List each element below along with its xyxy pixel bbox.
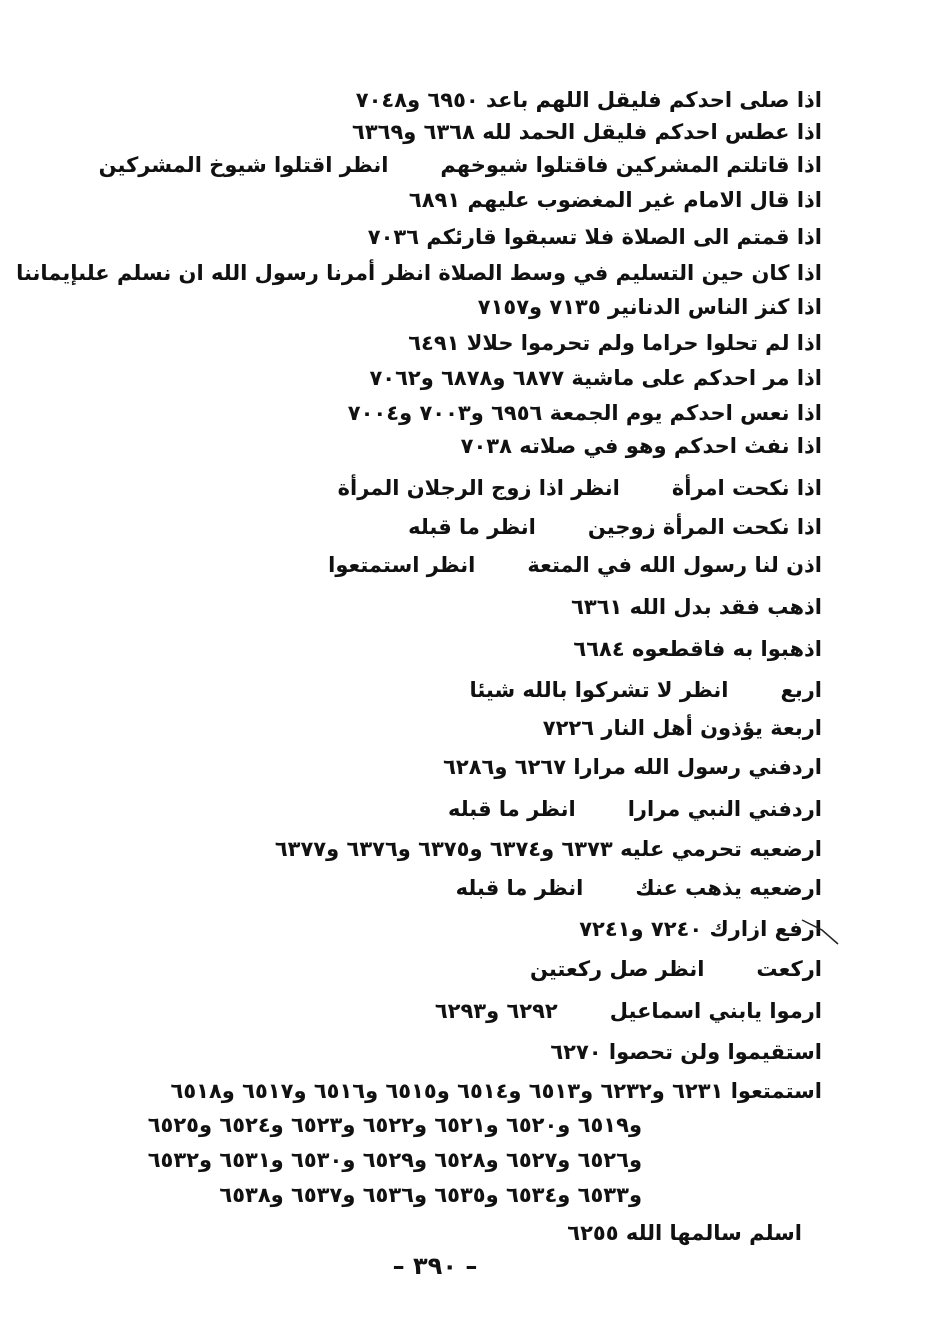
index-entry: اذا صلى احدكم فليقل اللهم باعد ٦٩٥٠ و٧٠٤٨ — [355, 88, 822, 112]
index-entry-continuation: و٦٥٣٣ و٦٥٣٤ و٦٥٣٥ و٦٥٣٦ و٦٥٣٧ و٦٥٣٨ — [219, 1183, 642, 1207]
entry-reference: ٦٢٩٢ و٦٢٩٣ — [434, 999, 558, 1023]
handwritten-mark — [800, 916, 840, 946]
index-entry: اذهب فقد بدل الله ٦٣٦١ — [571, 595, 822, 619]
index-entry: استمتعوا ٦٢٣١ و٦٢٣٢ و٦٥١٣ و٦٥١٤ و٦٥١٥ و٦٥١٦ و٦٥١٧ و٦٥١٨ — [170, 1079, 822, 1103]
entry-reference: انظر صل ركعتين — [529, 957, 705, 981]
entry-heading: اذا قاتلتم المشركين فاقتلوا شيوخهم — [440, 153, 822, 177]
entry-heading: اربع — [780, 678, 822, 702]
entry-reference: انظر استمتعوا — [328, 553, 476, 577]
index-entry — [338, 474, 822, 502]
entry-heading: ارموا يابني اسماعيل — [609, 999, 822, 1023]
entry-heading: ارضعيه يذهب عنك — [635, 876, 822, 900]
entry-reference: انظر ما قبله — [408, 515, 536, 539]
index-entry: اذا عطس احدكم فليقل الحمد لله ٦٣٦٨ و٦٣٦٩ — [352, 120, 822, 144]
index-entry: اردفني رسول الله مرارا ٦٢٦٧ و٦٢٨٦ — [443, 755, 822, 779]
index-entry: اذا قال الامام غير المغضوب عليهم ٦٨٩١ — [408, 188, 822, 212]
entry-reference: انظر اقتلوا شيوخ المشركين — [98, 153, 389, 177]
index-entry: استقيموا ولن تحصوا ٦٢٧٠ — [550, 1040, 822, 1064]
index-entry: ارضعيه تحرمي عليه ٦٣٧٣ و٦٣٧٤ و٦٣٧٥ و٦٣٧٦ و٦٣٧٧ — [274, 837, 822, 861]
entry-heading: اركعت — [756, 957, 822, 981]
index-entry-continuation: و٦٥٢٦ و٦٥٢٧ و٦٥٢٨ و٦٥٢٩ و٦٥٣٠ و٦٥٣١ و٦٥٣٢ — [147, 1148, 642, 1172]
index-entry: ارفع ازارك ٧٢٤٠ و٧٢٤١ — [579, 917, 822, 941]
entry-heading: اذن لنا رسول الله في المتعة — [527, 553, 822, 577]
index-entry-continuation: و٦٥١٩ و٦٥٢٠ و٦٥٢١ و٦٥٢٢ و٦٥٢٣ و٦٥٢٤ و٦٥٢٥ — [147, 1113, 642, 1137]
index-entry: اذهبوا به فاقطعوه ٦٦٨٤ — [573, 637, 822, 661]
entry-reference: انظر اذا زوج الرجلان المرأة — [337, 476, 620, 500]
index-entry — [448, 795, 822, 823]
index-entry: اسلم سالمها الله ٦٢٥٥ — [567, 1221, 802, 1245]
entry-reference: انظر لا تشركوا بالله شيئا — [469, 678, 729, 702]
index-entry — [99, 151, 822, 179]
index-entry — [469, 676, 822, 704]
index-entry: اذا كان حين التسليم في وسط الصلاة انظر أمرنا رسول الله ان نسلم علىإيماننا — [16, 261, 822, 285]
entry-heading: اذا نكحت المرأة زوجين — [587, 515, 822, 539]
entry-heading: اذا نكحت امرأة — [671, 476, 822, 500]
entry-reference: انظر ما قبله — [447, 797, 576, 821]
index-entry — [328, 551, 822, 579]
index-entry: اذا نفث احدكم وهو في صلاته ٧٠٣٨ — [460, 434, 822, 458]
index-entry: اذا قمتم الى الصلاة فلا تسبقوا قارئكم ٧٠٣٦ — [367, 225, 822, 249]
index-entry — [456, 874, 822, 902]
index-entry — [530, 955, 822, 983]
index-entry: اذا لم تحلوا حراما ولم تحرموا حلالا ٦٤٩١ — [408, 331, 822, 355]
index-entry — [435, 997, 822, 1025]
index-entry — [408, 513, 822, 541]
entry-heading: اردفني النبي مرارا — [627, 797, 822, 821]
index-entry: اذا كنز الناس الدنانير ٧١٣٥ و٧١٥٧ — [477, 295, 822, 319]
page-number: – ٣٩٠ – — [392, 1252, 478, 1280]
index-entry: اذا مر احدكم على ماشية ٦٨٧٧ و٦٨٧٨ و٧٠٦٢ — [369, 366, 822, 390]
index-entry: اربعة يؤذون أهل النار ٧٢٢٦ — [542, 716, 822, 740]
index-entry: اذا نعس احدكم يوم الجمعة ٦٩٥٦ و٧٠٠٣ و٧٠٠٤ — [347, 401, 822, 425]
entry-reference: انظر ما قبله — [455, 876, 584, 900]
